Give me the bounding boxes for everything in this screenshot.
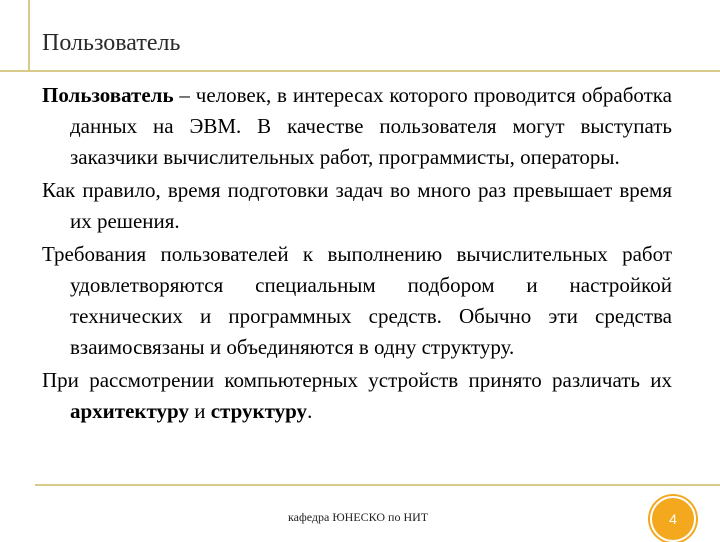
paragraph-text: – человек, в интересах которого проводится обработка данных на ЭВМ. В качестве пользователя могут выступать заказчики вычислительных работ, программисты, операторы. xyxy=(70,83,672,169)
paragraph-text: При рассмотрении компьютерных устройств принято различать их xyxy=(42,368,672,392)
slide-body xyxy=(42,80,672,429)
paragraph-text: и xyxy=(188,399,211,423)
footer-text: кафедра ЮНЕСКО по НИТ xyxy=(288,510,429,524)
paragraph-user-requirements xyxy=(42,239,672,363)
bold-term-structure: структуру xyxy=(210,399,308,423)
title-divider-line xyxy=(0,70,720,72)
bold-term-user: Пользователь xyxy=(42,83,174,107)
paragraph-text: Как правило, время подготовки задач во много раз превышает время их решения. xyxy=(42,178,672,233)
slide-title: Пользователь xyxy=(42,30,181,56)
paragraph-user-definition xyxy=(42,80,672,173)
decorative-vertical-rule xyxy=(28,0,30,70)
paragraph-preparation-time xyxy=(42,175,672,237)
paragraph-text: Требования пользователей к выполнению вычислительных работ удовлетворяются специальным подбором и настройкой технических и программных средств. Обычно эти средства взаимосвязаны и объединяются в одну структуру. xyxy=(42,242,672,359)
footer-divider-line xyxy=(35,484,720,486)
paragraph-architecture-structure xyxy=(42,365,672,427)
paragraph-text: . xyxy=(307,399,313,423)
bold-term-architecture: архитектуру xyxy=(70,399,189,423)
page-number: 4 xyxy=(669,511,677,527)
page-number-badge xyxy=(650,496,696,542)
